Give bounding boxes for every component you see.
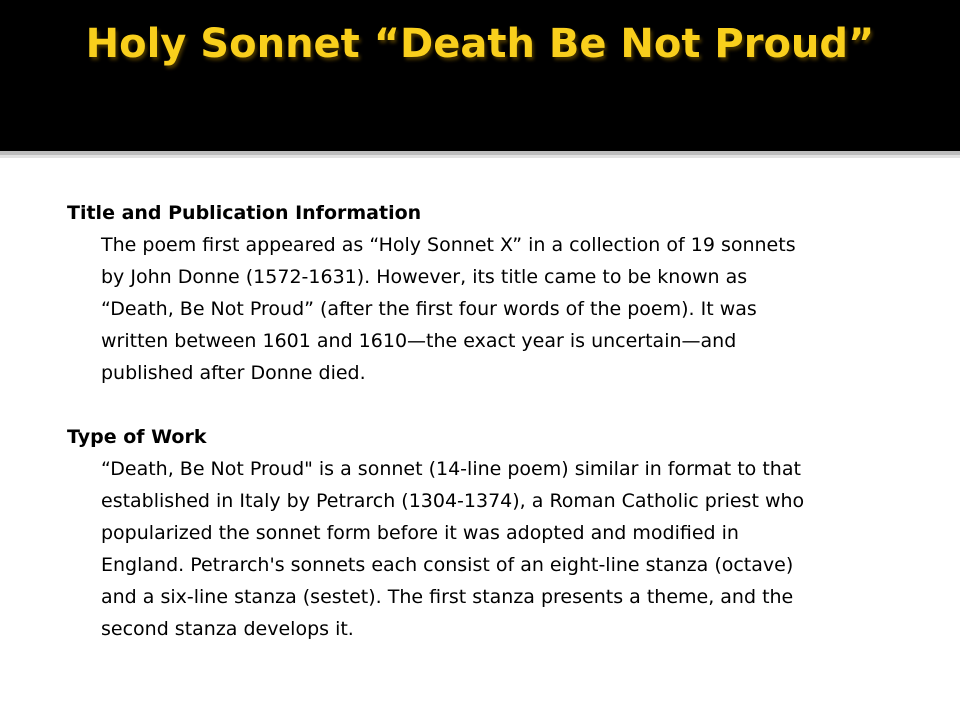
paragraph-line: second stanza develops it.: [101, 618, 354, 640]
paragraph-line: “Death, Be Not Proud” (after the first four words of the poem). It was: [101, 298, 757, 320]
paragraph-line: published after Donne died.: [101, 362, 366, 384]
section-heading: Type of Work: [67, 426, 207, 448]
title-divider-shadow: [0, 155, 960, 158]
paragraph-line: popularized the sonnet form before it was adopted and modified in: [101, 522, 739, 544]
paragraph-line: England. Petrarch's sonnets each consist of an eight-line stanza (octave): [101, 554, 794, 576]
section-heading: Title and Publication Information: [67, 202, 422, 224]
paragraph-line: “Death, Be Not Proud" is a sonnet (14-line poem) similar in format to that: [101, 458, 801, 480]
slide-body: [67, 197, 917, 645]
paragraph-line: by John Donne (1572-1631). However, its title came to be known as: [101, 266, 748, 288]
section-paragraph: [101, 229, 921, 389]
section-publication-info: [67, 197, 917, 389]
title-band: [0, 0, 960, 151]
slide-title: Holy Sonnet “Death Be Not Proud”: [85, 21, 875, 67]
paragraph-line: The poem first appeared as “Holy Sonnet X” in a collection of 19 sonnets: [101, 234, 796, 256]
section-paragraph: [101, 453, 921, 645]
paragraph-line: established in Italy by Petrarch (1304-1374), a Roman Catholic priest who: [101, 490, 805, 512]
section-type-of-work: [67, 421, 917, 645]
paragraph-line: written between 1601 and 1610—the exact year is uncertain—and: [101, 330, 737, 352]
paragraph-line: and a six-line stanza (sestet). The first stanza presents a theme, and the: [101, 586, 794, 608]
section-spacer: [67, 389, 917, 421]
